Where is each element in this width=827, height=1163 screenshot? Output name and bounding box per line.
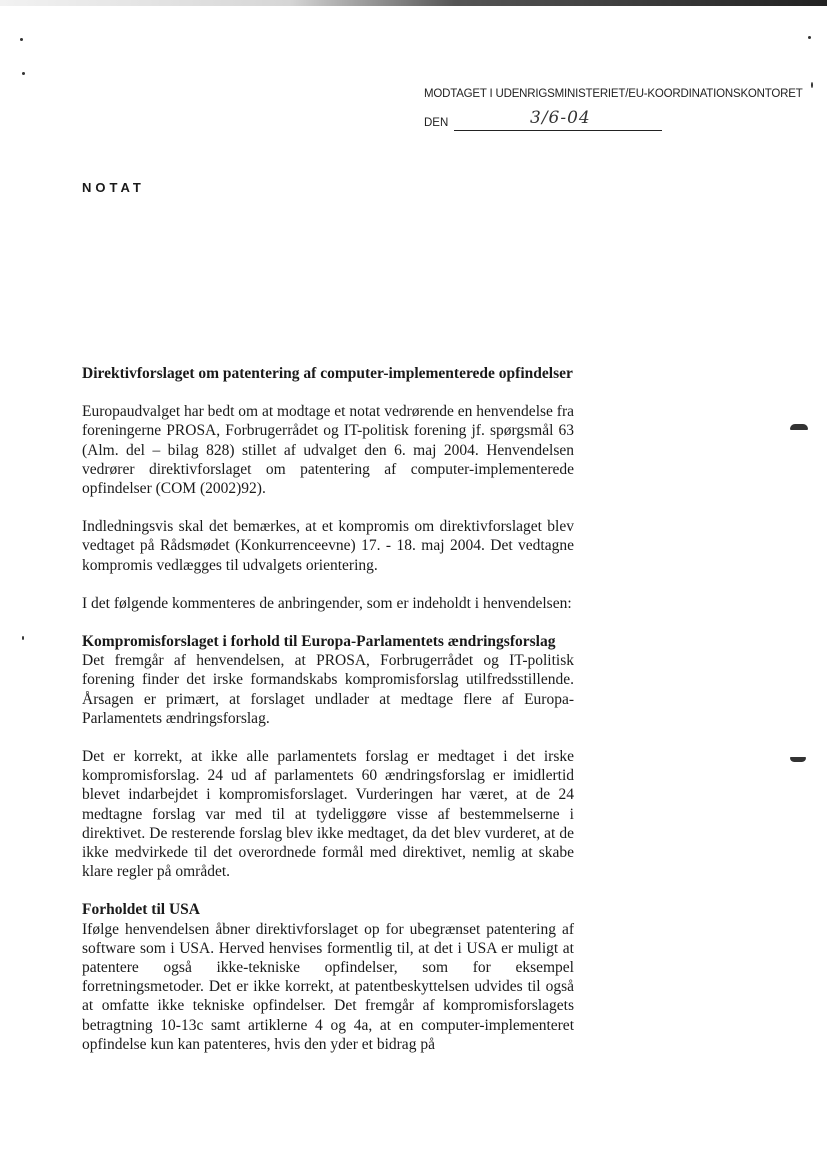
scan-speck bbox=[20, 38, 23, 41]
paragraph: I det følgende kommenteres de anbringender, som er indeholdt i henvendelsen: bbox=[82, 594, 572, 612]
scan-speck bbox=[790, 757, 806, 762]
received-stamp: MODTAGET I UDENRIGSMINISTERIET/EU-KOORDINATIONSKONTORET bbox=[424, 88, 803, 100]
date-line bbox=[454, 130, 662, 131]
paragraph: Ifølge henvendelsen åbner direktivforslaget op for ubegrænset patentering af software som i USA. Herved henvises formentlig til, at det i USA er muligt at patentere også ikke-tekniske opfindelser, som for eksempel forretningsmetoder. Det er ikke korrekt, at patentbeskyttelsen udvides til også at omfatte ikke tekniske opfindelser. Det fremgår af kompromisforslagets betragtning 10-13c samt artiklerne 4 og 4a, at en computer-implementeret opfindelse kun kan patenteres, hvis den yder et bidrag på bbox=[82, 920, 574, 1053]
section-compromise bbox=[82, 632, 574, 728]
document-title: Direktivforslaget om patentering af computer-implementerede opfindelser bbox=[82, 365, 573, 382]
section-heading: Forholdet til USA bbox=[82, 901, 200, 919]
paragraph: Indledningsvis skal det bemærkes, at et kompromis om direktivforslaget blev vedtaget på Rådsmødet (Konkurrenceevne) 17. - 18. maj 2004. Det vedtagne kompromis vedlægges til udvalgets orientering. bbox=[82, 518, 574, 574]
scan-speck bbox=[811, 82, 813, 88]
scan-speck bbox=[808, 36, 811, 39]
paragraph: Det fremgår af henvendelsen, at PROSA, Forbrugerrådet og IT-politisk forening finder det irske formandskabs kompromisforslag utilfredsstillende. Årsagen er primært, at forslaget undlader at medtage flere af Europa-Parlamentets ændringsforslag. bbox=[82, 652, 574, 727]
scan-speck bbox=[790, 424, 808, 430]
date-stamp bbox=[424, 108, 644, 132]
section-usa bbox=[82, 900, 574, 1054]
scan-speck bbox=[22, 636, 24, 640]
handwritten-date: 3/6-04 bbox=[530, 108, 591, 128]
document-body bbox=[82, 364, 574, 1073]
den-label: DEN bbox=[424, 117, 449, 129]
paragraph: Det er korrekt, at ikke alle parlamentets forslag er medtaget i det irske kompromisforslag. 24 ud af parlamentets 60 ændringsforslag er imidlertid blevet indarbejdet i kompromisforslaget. Vurderingen har været, at de 24 medtagne forslag var med til at tydeliggøre visse af bestemmelserne i direktivet. De resterende forslag blev ikke medtaget, da det blev vurderet, at de ikke medvirkede til det overordnede formål med direktivet, nemlig at skabe klare regler på området. bbox=[82, 748, 574, 881]
paragraph: Europaudvalget har bedt om at modtage et notat vedrørende en henvendelse fra foreningerne PROSA, Forbrugerrådet og IT-politisk forening jf. spørgsmål 63 (Alm. del – bilag 828) stillet af udvalget den 6. maj 2004. Henvendelsen vedrører direktivforslaget om patentering af computer-implementerede opfindelser (COM (2002)92). bbox=[82, 403, 574, 498]
scan-edge bbox=[0, 0, 827, 6]
section-heading: Kompromisforslaget i forhold til Europa-Parlamentets ændringsforslag bbox=[82, 633, 556, 651]
document-label: NOTAT bbox=[82, 180, 145, 195]
scan-speck bbox=[22, 72, 25, 75]
